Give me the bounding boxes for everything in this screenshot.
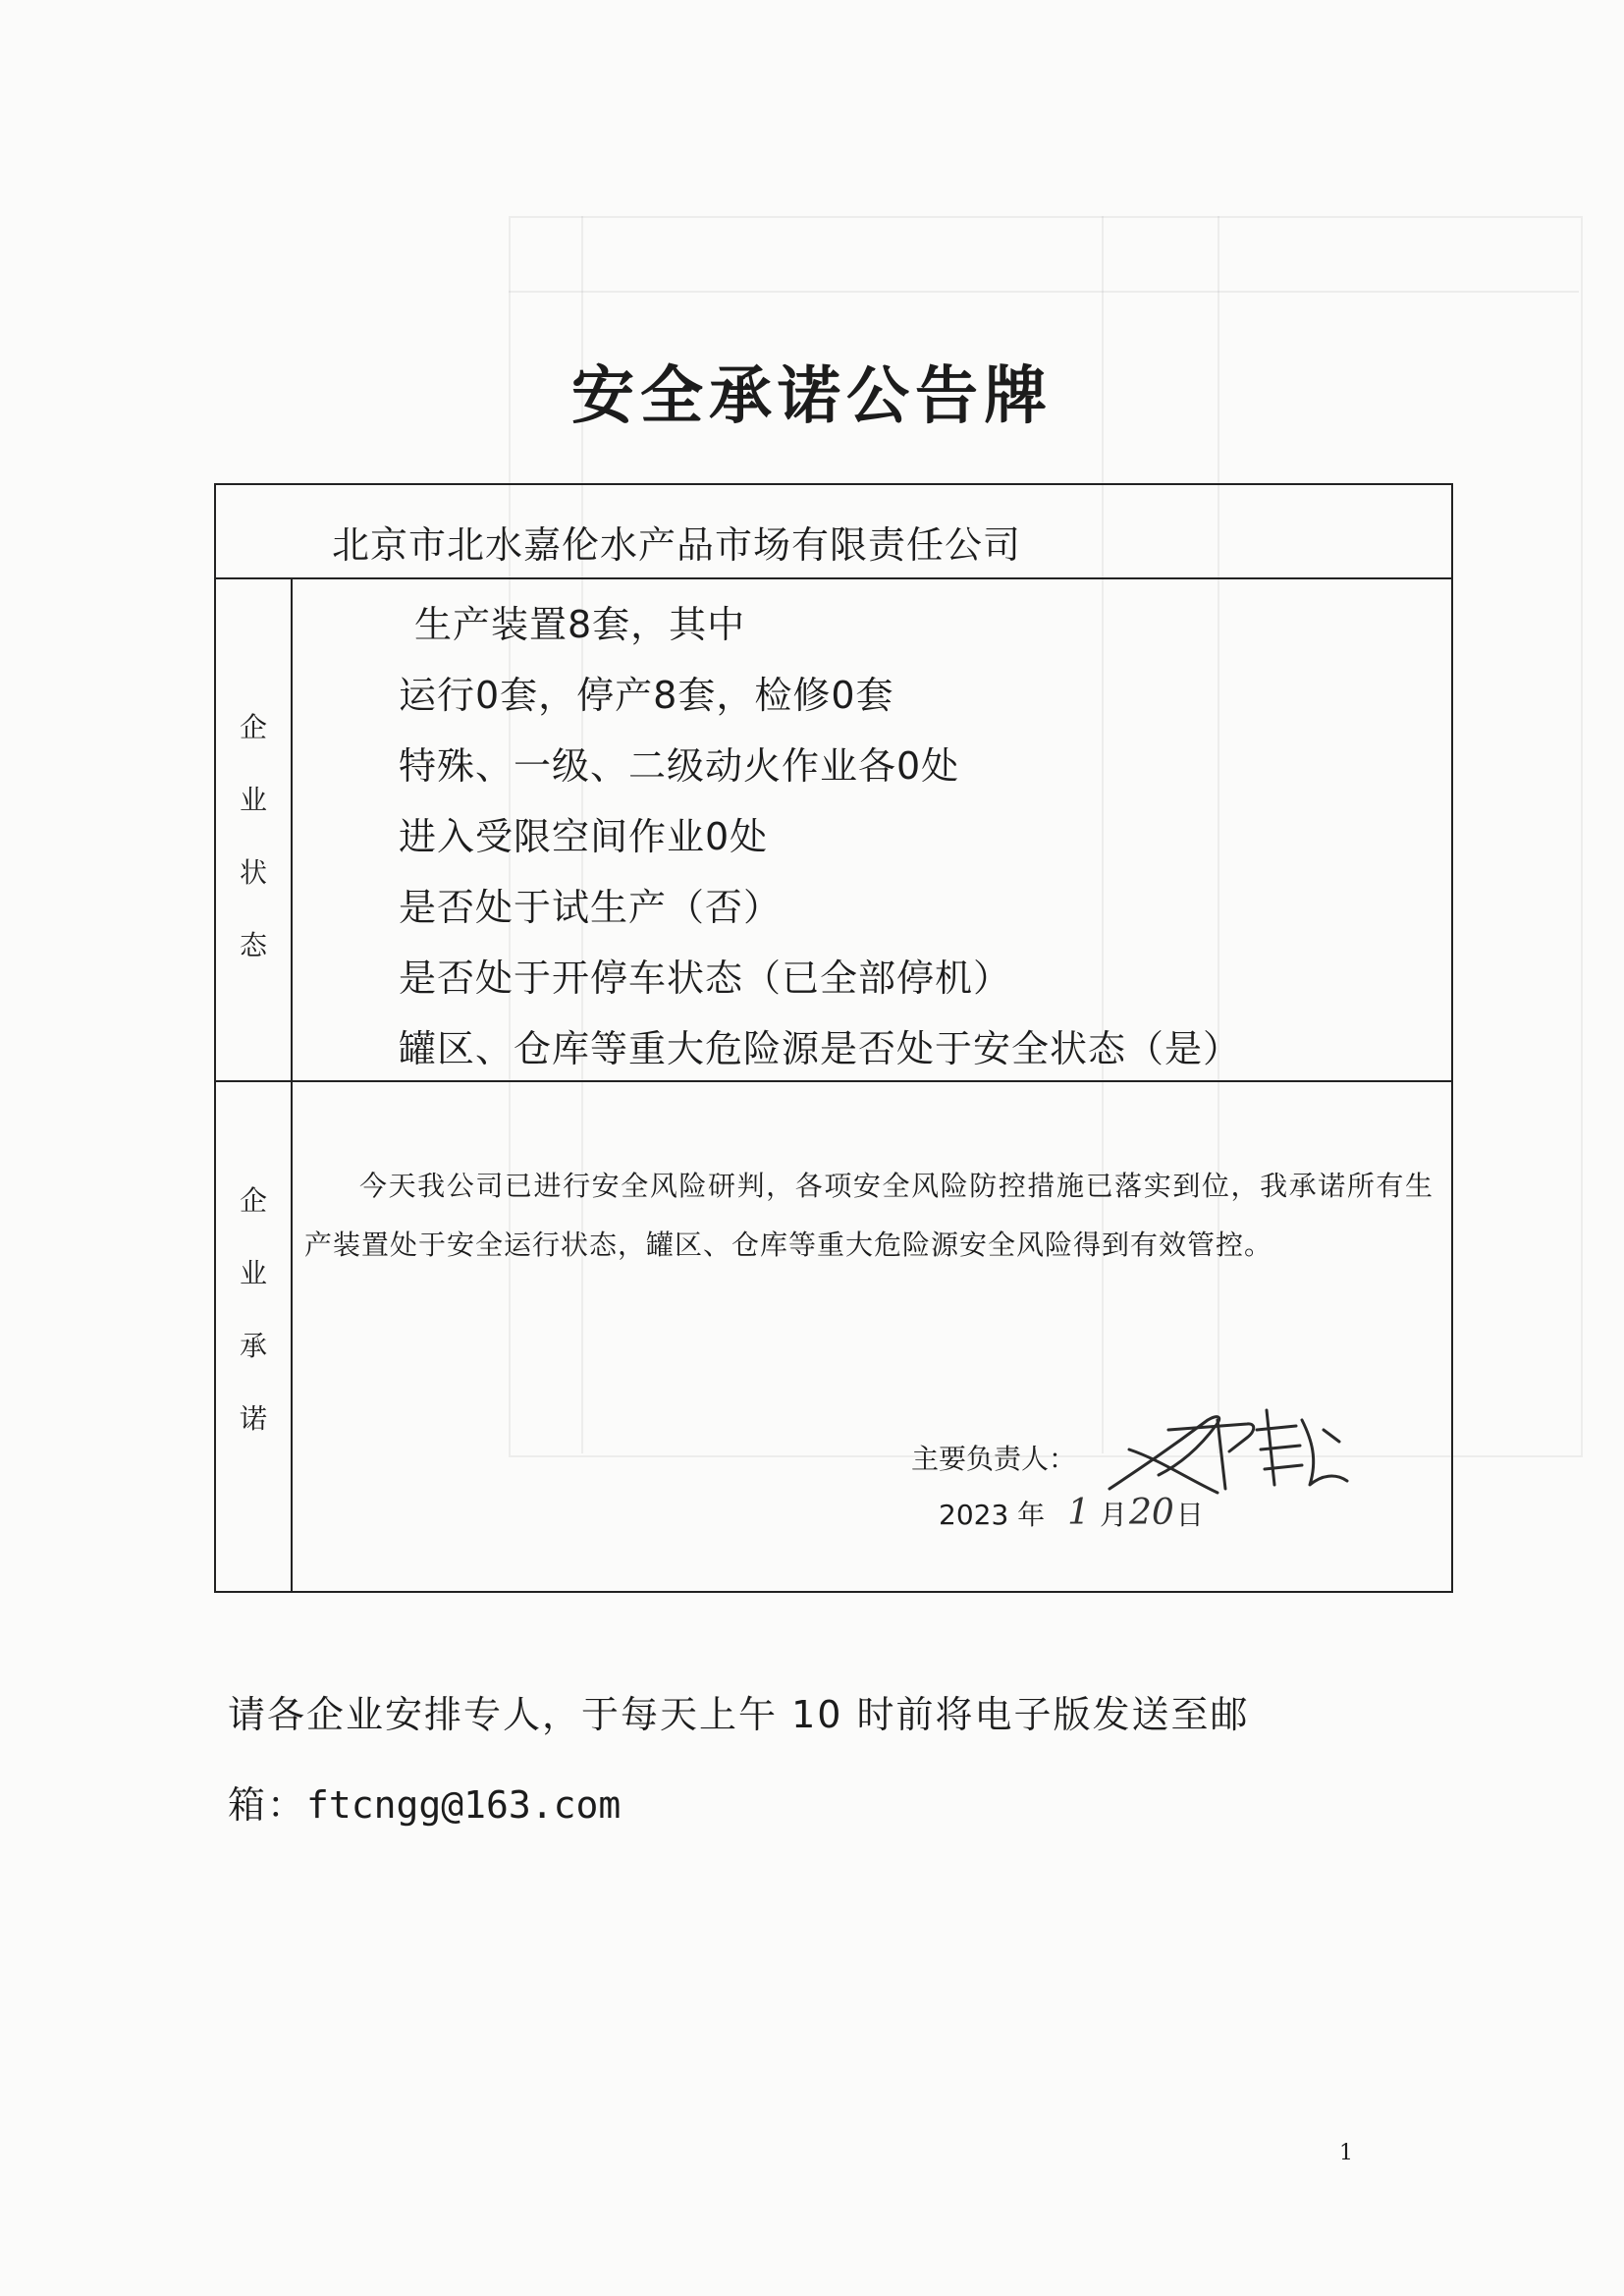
submission-notice [228,1669,1406,1850]
status-label-char: 业 [239,784,267,816]
enterprise-commitment-row [216,1082,1451,1593]
commitment-label-cell [216,1082,293,1593]
status-label-char: 状 [239,856,267,889]
company-name: 北京市北水嘉伦水产品市场有限责任公司 [332,523,1022,567]
status-lines [399,589,1439,1084]
status-line-trial-production: 是否处于试生产（否） [399,886,783,929]
signatory-line [911,1438,1076,1477]
page-title: 安全承诺公告牌 [571,360,1053,433]
date-year: 2023 年 [939,1499,1046,1531]
date-month-unit: 月 [1099,1499,1127,1531]
date-day-handwritten: 20 [1129,1493,1174,1533]
status-line-hot-work: 特殊、一级、二级动火作业各0处 [399,744,960,788]
notice-line-1: 请各企业安排专人，于每天上午 10 时前将电子版发送至邮 [228,1693,1250,1736]
company-row [216,485,1451,579]
commitment-statement: 今天我公司已进行安全风险研判，各项安全风险防控措施已落实到位，我承诺所有生产装置处于安全运行状态，罐区、仓库等重大危险源安全风险得到有效管控。 [304,1170,1434,1261]
status-line-hazard-source: 罐区、仓库等重大危险源是否处于安全状态（是） [399,1027,1242,1070]
commitment-table [214,483,1453,1593]
handwritten-signature [1100,1391,1355,1508]
signatory-label: 主要负责人： [911,1443,1077,1475]
notice-email-label: 箱： [228,1783,307,1827]
commitment-label-char: 承 [239,1330,267,1362]
status-line-units: 生产装置8套，其中 [414,603,746,646]
date-day-unit: 日 [1175,1499,1204,1531]
signing-date [939,1493,1204,1533]
commitment-label-char: 业 [239,1257,267,1289]
status-line-operating: 运行0套，停产8套，检修0套 [399,674,894,717]
status-label-char: 态 [239,929,267,961]
notice-email: ftcngg@163.com [306,1783,622,1827]
enterprise-status-row [216,579,1451,1082]
status-label-cell [216,579,293,1080]
bleed-through-rule [509,291,1579,293]
notice-line-2 [228,1760,1406,1850]
page-number: 1 [1339,2141,1353,2165]
date-month-handwritten: 1 [1067,1493,1090,1533]
status-line-confined-space: 进入受限空间作业0处 [399,815,769,858]
status-label-char: 企 [239,711,267,743]
commitment-label-char: 诺 [239,1402,267,1435]
status-line-start-stop: 是否处于开停车状态（已全部停机） [399,957,1012,1000]
commitment-label-char: 企 [239,1184,267,1217]
